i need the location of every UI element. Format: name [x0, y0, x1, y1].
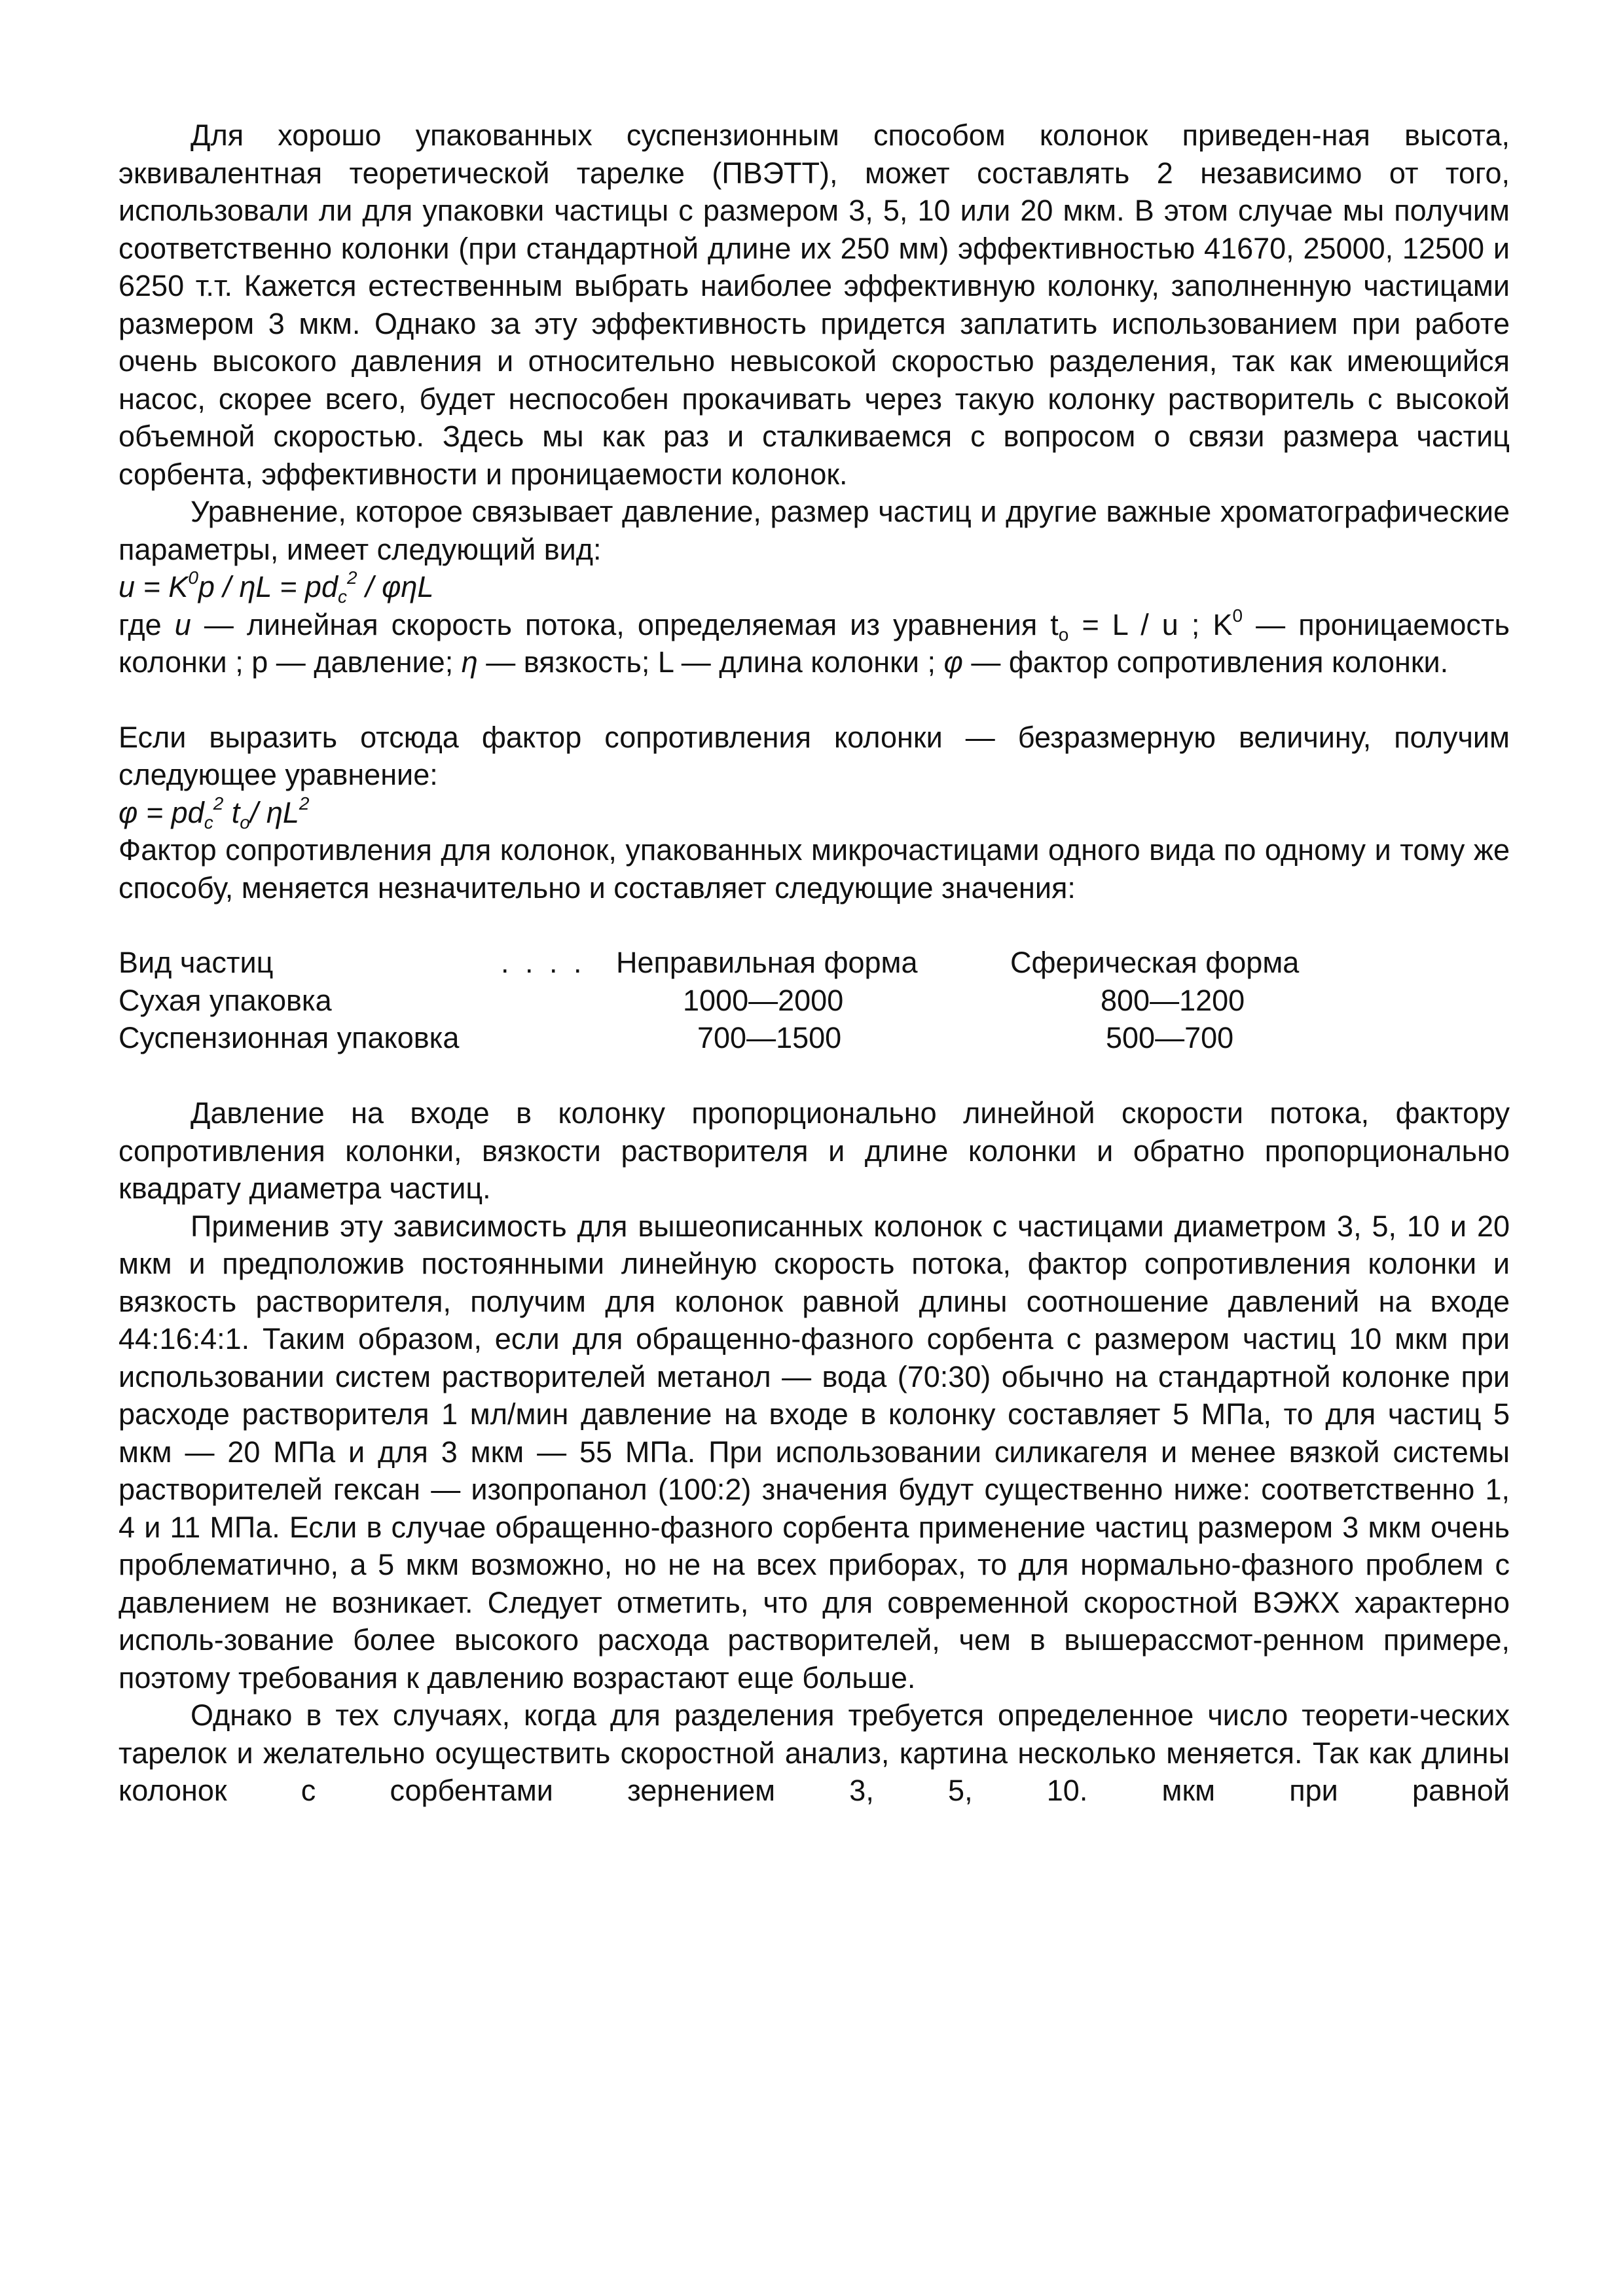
formula-2-part-b: t — [223, 795, 240, 829]
table-header-particle-type: Вид частиц — [119, 946, 274, 979]
formula-resistance-factor — [119, 794, 1510, 832]
table-cell-spherical-value: 800—1200 — [1101, 983, 1245, 1017]
legend-sup-0: 0 — [1232, 605, 1243, 626]
paragraph-8: Однако в тех случаях, когда для разделения требуется определенное число теорети-ческих тарелок и желательно осуществить скоростной анализ, картина несколько меняется. Так как длины колонок с сорбентами зернением 3, 5, 10. мкм при равной — [119, 1698, 1510, 1807]
legend-text-5: — вязкость; L — длина колонки ; — [477, 645, 944, 679]
legend-text-2: — линейная скорость потока, определяемая из уравнения t — [191, 607, 1059, 641]
paragraph-4: Если выразить отсюда фактор сопротивления колонки — безразмерную величину, получим следующее уравнение: — [119, 720, 1510, 791]
table-header-dots: . . . . — [501, 946, 586, 979]
table-header-row — [119, 944, 1510, 982]
table-row — [119, 1019, 1510, 1057]
table-cell-spherical-value: 500—700 — [1106, 1021, 1234, 1054]
legend-text-6: — фактор сопротивления колонки. — [962, 645, 1449, 679]
formula-2-sub-a: c — [204, 812, 213, 833]
legend-text-3: = L / u ; K — [1068, 607, 1233, 641]
formula-1-sup-b: 2 — [346, 567, 357, 588]
formula-2-sup-a: 2 — [213, 793, 224, 814]
formula-1-part-b: p / ηL = pd — [198, 570, 338, 603]
formula-2-sup-c: 2 — [299, 793, 310, 814]
formula-2-sub-b: o — [240, 812, 250, 833]
paragraph-5: Фактор сопротивления для колонок, упакованных микрочастицами одного вида по одному и тому же способу, меняется незначительно и составляет следующие значения: — [119, 833, 1510, 905]
paragraph-7: Применив эту зависимость для вышеописанных колонок с частицами диаметром 3, 5, 10 и 20 мкм и предположив постоянными линейную скорость потока, фактор сопротивления колонки и вязкость растворителя, получим для колонок равной длины соотношение давлений на входе 44:16:4:1. Таким образом, если для обращенно-фазного сорбента с размером частиц 10 мкм при использовании систем растворителей метанол — вода (70:30) обычно на стандартной колонке при расходе растворителя 1 мл/мин давление на входе в колонку составляет 5 МПа, то для частиц 5 мкм — 20 МПа и для 3 мкм — 55 МПа. При использовании силикагеля и менее вязкой системы растворителей гексан — изопропанол (100:2) значения будут существенно ниже: соответственно 1, 4 и 11 МПа. Если в случае обращенно-фазного сорбента применение частиц размером 3 мкм очень проблематично, а 5 мкм возможно, но не на всех приборах, то для нормально-фазного проблем с давлением не возникает. Следует отметить, что для современной скоростной ВЭЖХ характерно исполь-зование более высокого расхода растворителей, чем в вышерассмот-ренном примере, поэтому требования к давлению возрастают еще больше. — [119, 1209, 1510, 1695]
legend-eta: η — [461, 645, 478, 679]
paragraph-1: Для хорошо упакованных суспензионным способом колонок приведен-ная высота, эквивалентная теоретической тарелке (ПВЭТТ), может составлять 2 независимо от того, использовали ли для упаковки частицы с размером 3, 5, 10 или 20 мкм. В этом случае мы получим соответственно колонки (при стандартной длине их 250 мм) эффективностью 41670, 25000, 12500 и 6250 т.т. Кажется естественным выбрать наиболее эффективную колонку, заполненную частицами размером 3 мкм. Однако за эту эффективность придется заплатить использованием при работе очень высокого давления и относительно невысокой скоростью разделения, так как имеющийся насос, скорее всего, будет неспособен прокачивать через такую колонку растворитель с высокой объемной скоростью. Здесь мы как раз и сталкиваемся с вопросом о связи размера частиц сорбента, эффективности и проницаемости колонок. — [119, 118, 1510, 491]
spacer — [119, 681, 1510, 719]
table-cell-packing: Суспензионная упаковка — [119, 1021, 460, 1054]
table-cell-irregular-value: 1000—2000 — [683, 983, 844, 1017]
legend-text-4: — проницаемость колонки ; p — давление; — [119, 607, 1510, 679]
table-cell-packing: Сухая упаковка — [119, 983, 332, 1017]
formula-legend — [119, 606, 1510, 681]
table-cell-irregular-value: 700—1500 — [697, 1021, 842, 1054]
resistance-factor-table — [119, 944, 1510, 1057]
formula-1-sup-a: 0 — [188, 567, 198, 588]
formula-2-part-a: φ = pd — [119, 795, 204, 829]
paragraph-2: Уравнение, которое связывает давление, размер частиц и другие важные хроматографические параметры, имеет следующий вид: — [119, 495, 1510, 566]
legend-u: u — [174, 607, 191, 641]
legend-phi: φ — [943, 645, 963, 679]
paragraph-6: Давление на входе в колонку пропорционально линейной скорости потока, фактору сопротивления колонки, вязкости растворителя и длине колонки и обратно пропорционально квадрату диаметра частиц. — [119, 1096, 1510, 1205]
document-page — [119, 117, 1510, 1810]
table-header-spherical: Сферическая форма — [1010, 946, 1300, 979]
formula-velocity — [119, 568, 1510, 606]
table-header-irregular: Неправильная форма — [616, 946, 918, 979]
legend-text-1: где — [119, 607, 175, 641]
table-row — [119, 982, 1510, 1020]
formula-1-sub-b: c — [337, 586, 347, 607]
formula-2-part-c: / ηL — [249, 795, 299, 829]
formula-1-part-a: u = K — [119, 570, 189, 603]
formula-1-part-c: / φηL — [357, 570, 434, 603]
legend-sub-o: o — [1058, 624, 1069, 645]
